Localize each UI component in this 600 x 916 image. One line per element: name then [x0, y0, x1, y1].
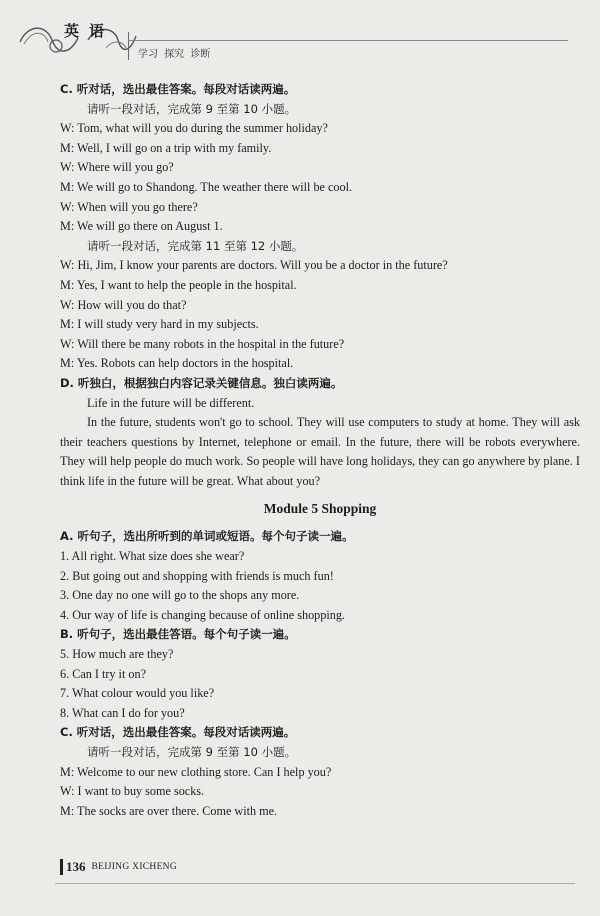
dialogue-text: Yes. Robots can help doctors in the hospital. — [74, 356, 294, 371]
dialogue-line — [60, 178, 580, 198]
listening-script-block-2 — [60, 527, 580, 821]
dialogue-line — [60, 296, 580, 316]
speaker-label: W: — [60, 336, 75, 351]
dialogue-text: Where will you go? — [74, 160, 174, 175]
page-content — [60, 80, 580, 821]
speaker-label: W: — [60, 199, 75, 214]
dialogue-line — [60, 763, 580, 783]
dialogue-line — [60, 119, 580, 139]
module-title: Module 5 Shopping — [263, 501, 377, 517]
text-line: 1. All right. What size does she wear? — [60, 549, 245, 564]
dialogue-line — [60, 335, 580, 355]
page-footer — [60, 858, 177, 882]
speaker-label: W: — [60, 160, 75, 175]
speaker-label: M: — [60, 277, 75, 292]
dialogue-text: Will there be many robots in the hospital in the future? — [74, 336, 345, 351]
section-instruction: A. 听句子，选出所听到的单词或短语。每个句子读一遍。 — [60, 529, 354, 544]
header-divider-vertical — [128, 32, 129, 60]
speaker-label: M: — [60, 356, 75, 371]
dialogue-text: Well, I will go on a trip with my family. — [74, 140, 272, 155]
sub-instruction: 请听一段对话，完成第 9 至第 10 小题。 — [87, 745, 297, 759]
text-line: Life in the future will be different. — [87, 395, 255, 410]
speaker-label: W: — [60, 258, 75, 273]
header-subtitle: 学习 探究 诊断 — [138, 49, 211, 60]
dialogue-text: Hi, Jim, I know your parents are doctors. Will you be a doctor in the future? — [74, 258, 448, 273]
text-line: 2. But going out and shopping with friends is much fun! — [60, 568, 334, 583]
dialogue-text: How will you do that? — [74, 297, 187, 312]
speaker-label: W: — [60, 121, 75, 136]
section-instruction: C. 听对话，选出最佳答案。每段对话读两遍。 — [60, 725, 296, 740]
dialogue-line — [60, 276, 580, 296]
dialogue-text: The socks are over there. Come with me. — [74, 803, 278, 818]
dialogue-line — [60, 315, 580, 335]
text-line: 7. What colour would you like? — [60, 686, 215, 701]
speaker-label: W: — [60, 297, 75, 312]
section-instruction: B. 听句子，选出最佳答语。每个句子读一遍。 — [60, 627, 296, 642]
section-instruction: D. 听独白，根据独白内容记录关键信息。独白读两遍。 — [60, 375, 343, 390]
page-number: 136 — [60, 859, 86, 875]
dialogue-line — [60, 354, 580, 374]
dialogue-text: When will you go there? — [74, 199, 198, 214]
speaker-label: M: — [60, 219, 75, 234]
dialogue-line — [60, 256, 580, 276]
text-line: 4. Our way of life is changing because of online shopping. — [60, 607, 345, 622]
dialogue-text: Welcome to our new clothing store. Can I help you? — [74, 764, 332, 779]
dialogue-text: Yes, I want to help the people in the hospital. — [74, 277, 297, 292]
speaker-label: M: — [60, 803, 75, 818]
dialogue-line — [60, 158, 580, 178]
subject-title: 英语 — [64, 22, 115, 40]
speaker-label: M: — [60, 764, 75, 779]
text-line: 8. What can I do for you? — [60, 705, 185, 720]
speaker-label: M: — [60, 317, 75, 332]
dialogue-text: We will go there on August 1. — [74, 219, 223, 234]
footer-divider — [55, 883, 575, 884]
monologue-paragraph: In the future, students won't go to school. They will use computers to study at home. They will ask their teachers questions by Internet, telephone or email. In the future, there will be robots everywhere. They will help people do much work. So people will have long holidays, they can go anywhere by plane. I think life in the future will be great. What about you? — [60, 415, 580, 488]
speaker-label: W: — [60, 784, 75, 799]
page-header — [0, 0, 600, 70]
text-line: 6. Can I try it on? — [60, 666, 146, 681]
dialogue-line — [60, 198, 580, 218]
publisher-name: BEIJING XICHENG — [91, 862, 178, 873]
section-instruction: C. 听对话，选出最佳答案。每段对话读两遍。 — [60, 82, 296, 96]
sub-instruction: 请听一段对话，完成第 9 至第 10 小题。 — [87, 101, 297, 116]
dialogue-text: I will study very hard in my subjects. — [74, 317, 259, 332]
dialogue-line — [60, 782, 580, 802]
speaker-label: M: — [60, 179, 75, 194]
dialogue-text: We will go to Shandong. The weather there will be cool. — [74, 179, 353, 194]
text-line: 5. How much are they? — [60, 647, 174, 662]
header-divider-horizontal — [128, 40, 568, 41]
speaker-label: M: — [60, 140, 75, 155]
dialogue-line — [60, 802, 580, 822]
sub-instruction: 请听一段对话，完成第 11 至第 12 小题。 — [87, 238, 304, 253]
dialogue-line — [60, 217, 580, 237]
dialogue-text: I want to buy some socks. — [74, 784, 205, 799]
listening-script-block-1 — [60, 80, 580, 413]
dialogue-text: Tom, what will you do during the summer holiday? — [74, 121, 328, 136]
dialogue-line — [60, 139, 580, 159]
text-line: 3. One day no one will go to the shops any more. — [60, 588, 300, 603]
